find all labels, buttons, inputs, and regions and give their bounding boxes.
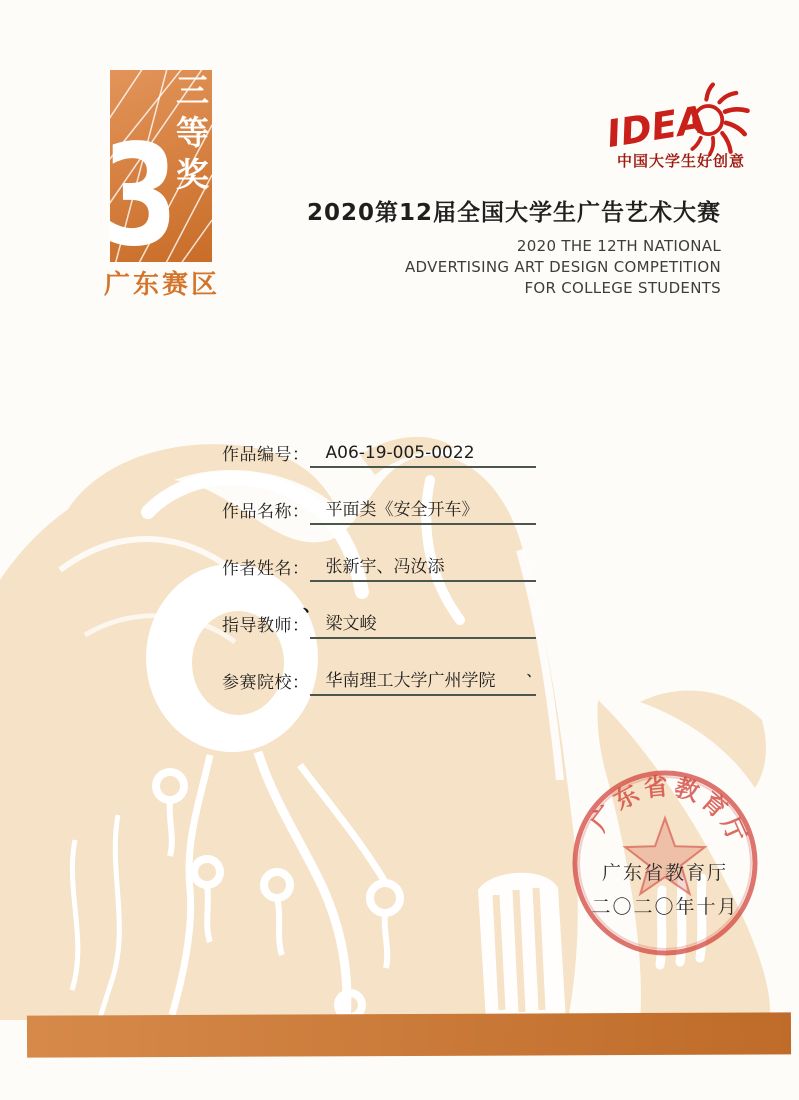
- competition-subtitle: [405, 236, 721, 299]
- entry-form: [222, 444, 536, 729]
- field-label: 作者姓名：: [222, 559, 310, 579]
- seal-overlay-text: [575, 858, 755, 919]
- form-row-work-number: [222, 444, 536, 468]
- field-value: 华南理工大学广州学院: [310, 666, 537, 696]
- form-row-advisor: [222, 615, 536, 639]
- field-label: 参赛院校：: [222, 673, 310, 693]
- field-value: 平面类《安全开车》: [310, 495, 537, 525]
- form-row-school: [222, 672, 536, 696]
- stray-mark: 、: [527, 665, 540, 679]
- competition-title: 2020第12届全国大学生广告艺术大赛: [306, 200, 721, 226]
- field-label: 作品编号：: [222, 445, 310, 465]
- award-rank-text: 三等奖: [171, 73, 210, 199]
- logo-tagline: 中国大学生好创意: [616, 152, 745, 170]
- field-value: 张新宇、冯汝添: [310, 552, 537, 582]
- award-badge: [102, 70, 212, 278]
- subtitle-line-2: ADVERTISING ART DESIGN COMPETITION: [404, 258, 721, 276]
- form-row-authors: [222, 558, 536, 582]
- issue-date: 二〇二〇年十月: [591, 896, 739, 918]
- form-row-work-title: [222, 501, 536, 525]
- subtitle-line-1: 2020 THE 12TH NATIONAL: [516, 237, 721, 255]
- field-label: 指导教师：: [222, 616, 310, 636]
- field-value: A06-19-005-0022: [310, 443, 537, 468]
- idea-brand-text: IDEA: [603, 97, 709, 157]
- seal-ring-text: 广东省教育厅: [585, 772, 753, 851]
- award-rank-number: 3: [102, 115, 178, 278]
- footer-bar: [27, 1012, 791, 1057]
- stray-mark: 、: [303, 595, 321, 616]
- issuing-authority: 广东省教育厅: [601, 862, 728, 884]
- region-label: 广东赛区: [104, 270, 221, 300]
- field-label: 作品名称：: [222, 502, 310, 522]
- field-value: 梁文峻: [310, 609, 537, 639]
- subtitle-line-3: FOR COLLEGE STUDENTS: [524, 279, 721, 297]
